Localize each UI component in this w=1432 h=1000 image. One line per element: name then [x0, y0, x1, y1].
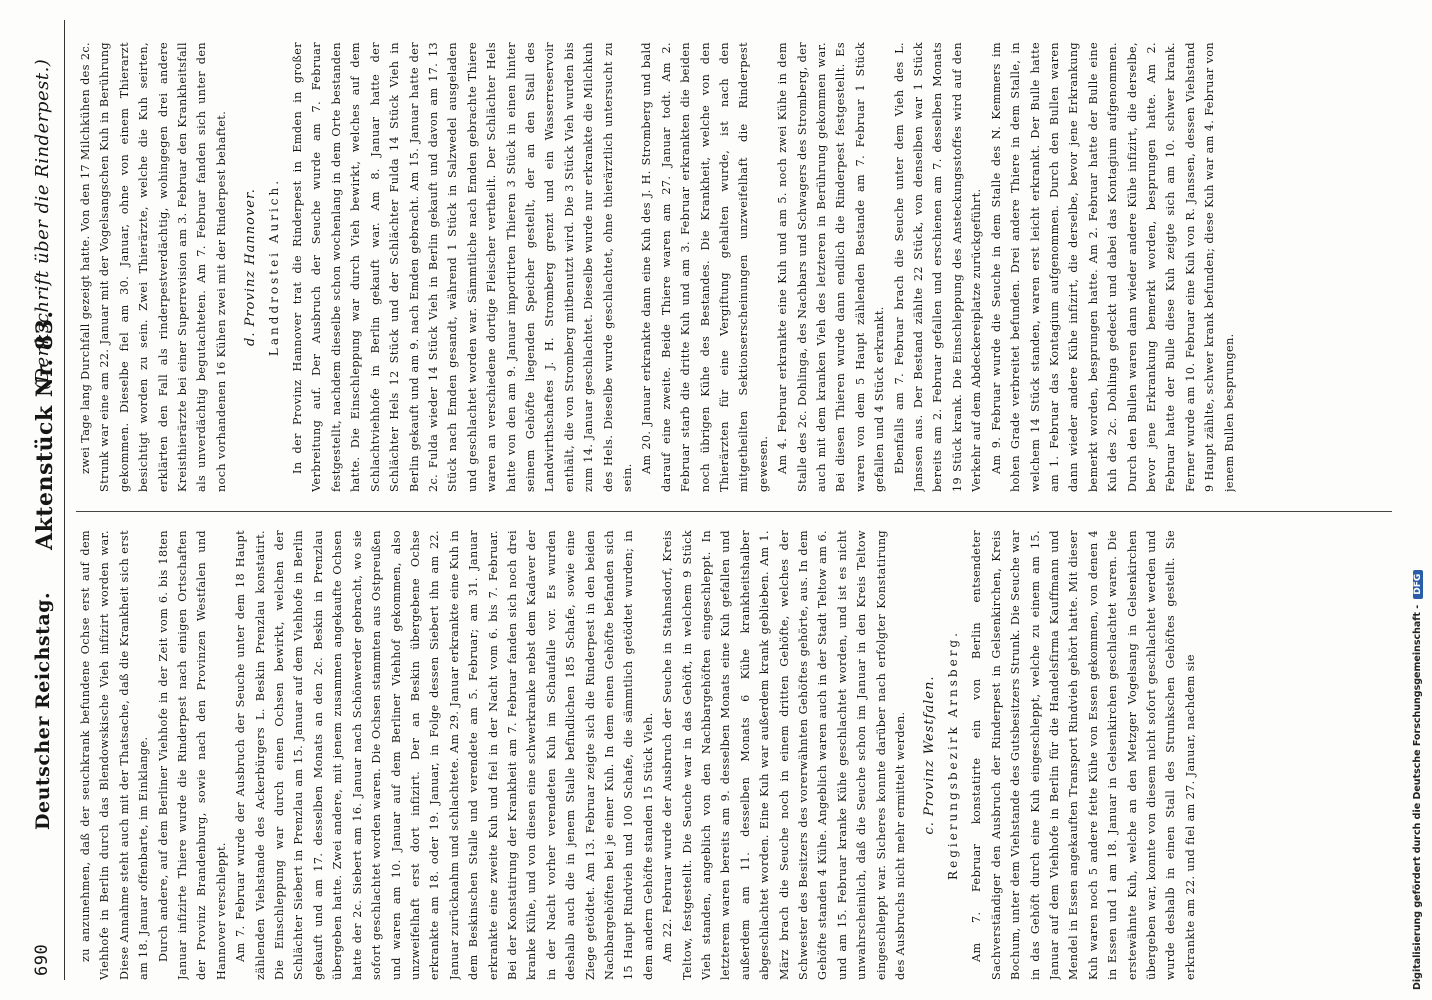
paragraph: Am 9. Februar wurde die Seuche in dem Stalle des N. Kemmers im hohen Grade verbreitet befunden. Drei andere Thiere in dem Stalle, in welchem 14 Stück standen, waren erst leicht erkrankt. Der Bulle hatte am 1. Februar das Kontagium aufgenommen. Durch den Bullen waren dann wieder andere Kühe infizirt, die derselbe, bevor jene Erkrankung bemerkt worden, besprungen hatte. Am 2. Februar hatte der Bulle eine Kuh des 2c. Dohlinga gedeckt und dabei das Kontagium aufgenommen. Durch den Bullen waren dann wieder andere Kühe infizirt, die derselbe, bevor jene Erkrankung bemerkt worden, besprungen hatte. Am 2. Februar hatte der Bulle diese Kuh zeigte sich am 10. schwer krank. Ferner wurde am 10. Februar eine Kuh von R. Janssen, dessen Viehstand 9 Haupt zählte, schwer krank befunden; diese Kuh war am 4. Februar von jenem Bullen besprungen. — [989, 42, 1236, 492]
publication-title: Deutscher Reichstag. — [32, 591, 54, 830]
paragraph: In der Provinz Hannover trat die Rinderpest in Emden in großer Verbreitung auf. Der Ausbruch der Seuche wurde am 7. Februar festgestellt, nachdem dieselbe schon wochenlang in dem Orte bestanden hatte. Die Einschleppung war durch Vieh bewirkt, welches auf dem Schlachtviehhofe in Berlin gekauft war. Am 8. Januar hatte der Schlächter Hels 12 Stück und der Schlächter Fulda 14 Stück Vieh in Berlin gekauft und am 9. nach Emden gebracht. Am 15. Januar hatte der 2c. Fulda wieder 14 Stück Vieh in Berlin gekauft und davon am 17. 13 Stück nach Emden gesandt, während 1 Stück in Salzwedel ausgeladen und geschlachtet worden war. Sämmtliche nach Emden gebrachte Thiere waren an verschiedene dortige Fleischer vertheilt. Der Schlächter Hels hatte von den am 9. Januar importirten Thieren 3 Stück in einen hinter seinem Gehöfte liegenden Speicher gestellt, der an den Stall des Landwirthschaftes J. H. Stromberg grenzt und ein Wasserreservoir enthält, die von Stromberg mitbenutzt wird. Die 3 Stück Vieh wurden bis zum 14. Januar geschlachtet. Dieselbe wurde nur erkrankte die Milchkuh des Hels. Dieselbe wurde geschlachtet, ohne thierärztlich untersucht zu sein. — [291, 42, 634, 492]
section-heading: d. Provinz Hannover. — [243, 188, 259, 346]
dfg-badge: DFG — [1413, 570, 1423, 599]
digitization-note: Digitalisierung gefördert durch die Deutsche Forschungsgemeinschaft - — [1412, 604, 1423, 990]
header-rule — [64, 20, 65, 980]
right-text-column — [76, 42, 1392, 492]
paragraph: zu anzunehmen, daß der seuchkrank befundene Ochse erst auf dem Viehhofe in Berlin durch das Blendowskische Vieh infizirt worden war. Diese Annahme steht auch mit der Thatsache, daß die Krankheit sich erst am 18. Januar offenbarte, im Einklange. — [79, 530, 151, 980]
paragraph: zwei Tage lang Durchfall gezeigt hatte. Von den 17 Milchkühen des 2c. Strunk war eine am 22. Januar mit der Vogelsangschen Kuh in Berührung gekommen. Dieselbe fiel am 30. Januar, ohne von einem Thierarzt besichtigt worden zu sein. Zwei Thierärzte, welche die Kuh seirten, erklärten den Fall als rinderpestverdächtig, wohingegen drei andere Kreisthierärzte bei einer Superrevision am 3. Februar den Krankheitsfall als unverdächtig begutachteten. Am 7. Februar fanden sich unter den noch vorhandenen 16 Kühen zwei mit der Rinderpest behaftet. — [79, 42, 228, 492]
paragraph: Am 22. Februar wurde der Ausbruch der Seuche in Stahnsdorf, Kreis Teltow, festgestellt. Die Seuche war in das Gehöft, in welchem 9 Stück Vieh standen, angeblich von den Nachbargehöften eingeschleppt. In letzterem waren bereits am 9. desselben Monats eine Kuh gefallen und außerdem am 11. desselben Monats 6 Kühe krankheitshalber abgeschlachtet worden. Eine Kuh war außerdem krank geblieben. Am 1. März brach die Seuche noch in einem dritten Gehöfte, welches der Schwester des Besitzers des vorerwähnten Gehöftes gehörte, aus. In dem Gehöfte standen 4 Kühe. Angeblich waren auch in der Stadt Teltow am 6. und am 15. Februar kranke Kühe geschlachtet worden, und ist es nicht unwahrscheinlich, daß die Seuche schon im Januar in den Kreis Teltow eingeschleppt war. Sicheres konnte darüber nach erfolgter Konstatirung des Ausbruchs nicht mehr ermittelt werden. — [661, 530, 908, 980]
left-text-column — [76, 530, 1392, 980]
section-heading: c. Provinz Westfalen. — [922, 675, 938, 835]
paragraph: Am 20. Januar erkrankte dann eine Kuh des J. H. Stromberg und bald darauf eine zweite. Beide Thiere waren am 27. Januar todt. Am 2. Februar starb die dritte Kuh und am 3. Februar erkrankten die beiden noch übrigen Kühe des Bestandes. Die Krankheit, welche von den Thierärzten für eine Vergiftung gehalten wurde, ist nach den mitgetheilten Sektionserscheinungen unzweifelhaft die Rinderpest gewesen. — [640, 42, 770, 492]
column-divider — [76, 511, 1392, 512]
section-heading: Landdrostei Aurich. — [266, 177, 281, 357]
digitization-footer — [1412, 10, 1430, 990]
section-title: (Denkschrift über die Rinderpest.) — [32, 58, 53, 390]
page-header — [24, 20, 68, 980]
paragraph: Am 7. Februar konstatirte ein von Berlin entsendeter Sachverständiger den Ausbruch der Rinderpest in Gelsenkirchen, Kreis Bochum, unter dem Viehstande des Gutsbesitzers Strunk. Die Seuche war in das Gehöft durch eine Kuh eingeschleppt, welche zu einem am 15. Januar auf dem Viehhofe in Berlin für die Handelsfirma Kauffmann und Mendel in Essen angekauften Transport Rindvieh gehört hatte. Mit dieser Kuh waren noch 5 andere fette Kühe von Essen gekommen, von denen 4 in Essen und 1 am 18. Januar in Gelsenkirchen geschlachtet waren. Die erstewähnte Kuh, welche an den Metzger Vogelsang in Gelsenkirchen übergeben war, konnte von diesem nicht sofort geschlachtet werden und wurde deshalb in einen Stall des Strunkschen Gehöftes gestellt. Sie erkrankte am 22. und fiel am 27. Januar, nachdem sie — [970, 530, 1197, 980]
paragraph: Am 7. Februar wurde der Ausbruch der Seuche unter dem 18 Haupt zählenden Viehstande des Ackerbürgers L. Beskin Prenzlau konstatirt. Die Einschleppung war durch einen Ochsen bewirkt, welchen der Schlächter Siebert in Prenzlau am 15. Januar auf dem Viehhofe in Berlin gekauft und am 17. desselben Monats an den 2c. Beskin in Prenzlau übergeben hatte. Zwei andere, mit jenem zusammen angekaufte Ochsen hatte der 2c. Siebert am 16. Januar nach Schönwerder gebracht, wo sie sofort geschlachtet worden waren. Die Ochsen stammten aus Ostpreußen und waren am 10. Januar auf dem Berliner Viehhof gekommen, also unzweifelhaft erst dort infizirt. Der an Beskin übergebene Ochse erkrankte am 18. oder 19. Januar, in Folge dessen Siebert ihn am 22. Januar zurücknahm und schlachtete. Am 29. Januar erkrankte eine Kuh in dem Beskinschen Stalle und verendete am 5. Februar; am 31. Januar erkrankte eine zweite Kuh und fiel in der Nacht vom 6. bis 7. Februar. Bei der Konstatirung der Krankheit am 7. Februar fanden sich noch drei kranke Kühe, und von diesen eine schwerkranke nebst dem Kadaver der in der Nacht vorher verendeten Kuh im Schaufalle vor. Es wurden deshalb auch die in jenem Stalle befindlichen 185 Schafe, sowie eine Ziege getödtet. Am 13. Februar zeigte sich die Rinderpest in den beiden Nachbargehöften bei je einer Kuh. In dem einen Gehöfte befanden sich 15 Haupt Rindvieh und 100 Schafe, die sämmtlich getödtet wurden; in dem andern Gehöfte standen 15 Stück Vieh. — [234, 530, 655, 980]
section-heading: Regierungsbezirk Arnsberg. — [945, 630, 960, 880]
document-number: Aktenstück Nr. 83. — [32, 310, 58, 550]
page-number: 690 — [32, 943, 52, 976]
paragraph: Am 4. Februar erkrankte eine Kuh und am 5. noch zwei Kühe in dem Stalle des 2c. Dohlinga, des Nachbars und Schwagers des Stromberg, der auch mit dem kranken Vieh des letzteren in Berührung gekommen war. Bei diesen Thieren wurde dann endlich die Rinderpest festgestellt. Es waren von dem 5 Haupt zählenden Bestande am 7. Februar 1 Stück gefallen und 4 Stück erkrankt. — [776, 42, 887, 492]
paragraph: Ebenfalls am 7. Februar brach die Seuche unter dem Vieh des L. Janssen aus. Der Bestand zählte 22 Stück, von denselben war 1 Stück bereits am 2. Februar gefallen und erschienen am 7. desselben Monats 19 Stück krank. Die Einschleppung des Ansteckungsstoffes wird auf den Verkehr auf dem Abdeckereiplatze zurückgeführt. — [892, 42, 984, 492]
rotated-page-content — [24, 20, 1394, 980]
paragraph: Durch andere, auf dem Berliner Viehhofe in der Zeit vom 6. bis 18ten Januar infizirte Thiere wurde die Rinderpest nach einigen Ortschaften der Provinz Brandenburg, sowie nach den Provinzen Westfalen und Hannover verschleppt. — [156, 530, 228, 980]
